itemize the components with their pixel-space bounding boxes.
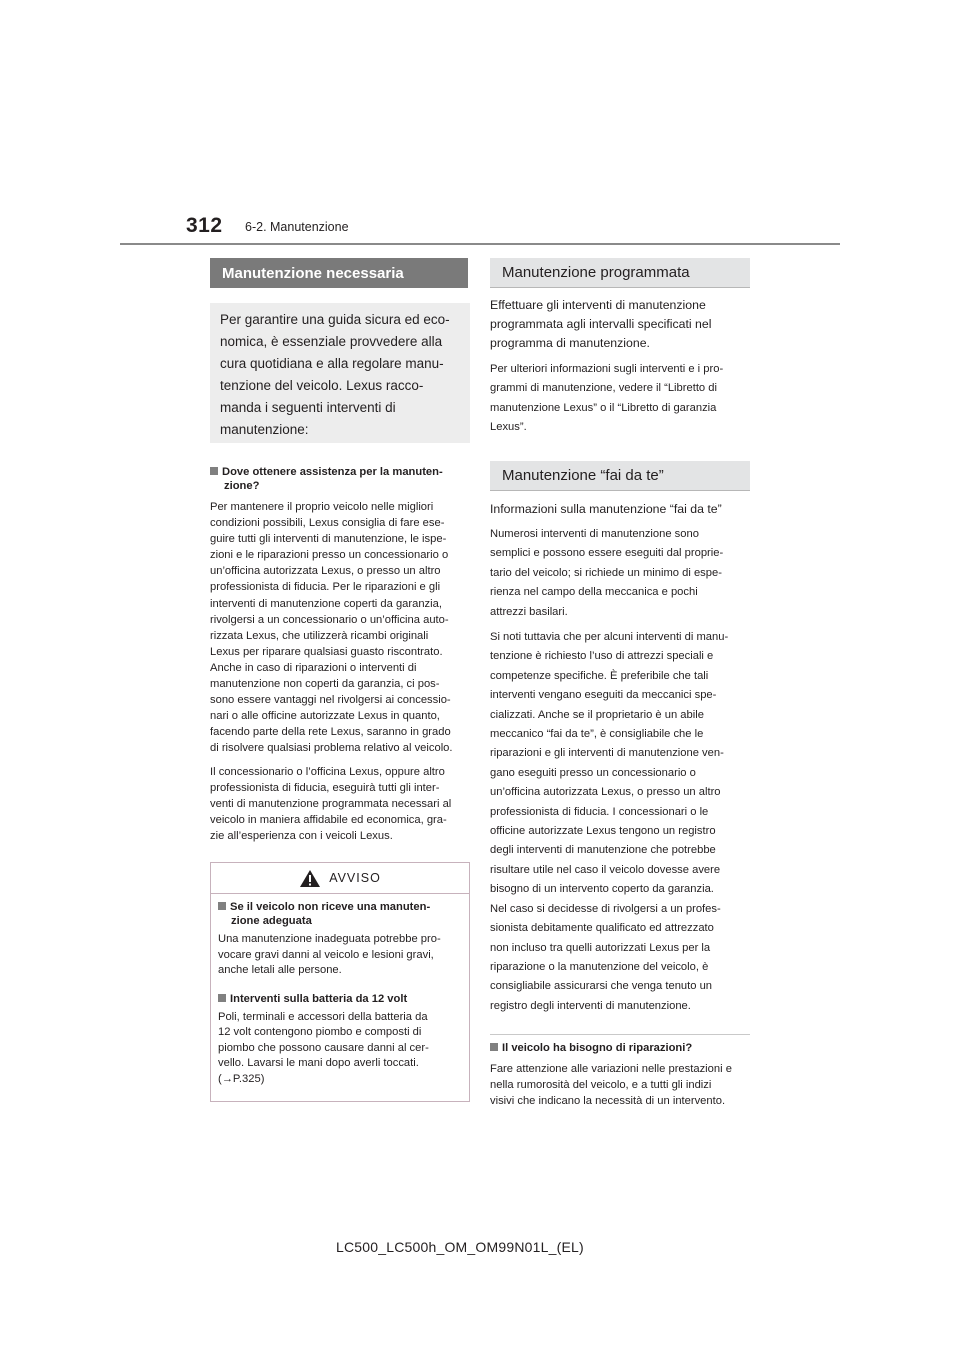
manual-code: LC500_LC500h_OM_OM99N01L_(EL) bbox=[336, 1239, 584, 1255]
section-title: 6-2. Manutenzione bbox=[245, 220, 349, 234]
warning-body bbox=[211, 894, 469, 1093]
square-bullet-icon bbox=[210, 467, 218, 475]
sub-heading-assistance: Dove ottenere assistenza per la manuten- zione? bbox=[210, 465, 472, 493]
left-section-heading bbox=[210, 258, 468, 288]
diy-intro: Informazioni sulla manutenzione “fai da te” bbox=[490, 502, 722, 516]
scheduled-maintenance-note: Per ulteriori informazioni sugli interventi e i pro- grammi di manutenzione, vedere il “Libretto di manutenzione Lexus” o il “Libretto di garanzia Lexus”. bbox=[490, 363, 724, 434]
warning-triangle-icon bbox=[299, 869, 321, 888]
diy-maintenance-title: Manutenzione “fai da te” bbox=[502, 467, 664, 484]
square-bullet-icon bbox=[218, 902, 226, 910]
intro-line: manutenzione: bbox=[220, 422, 309, 437]
warning-box bbox=[210, 862, 470, 1102]
warning-item-text: Una manutenzione inadeguata potrebbe pro- vocare gravi danni al veicolo e lesioni gravi, anche letali alle persone. bbox=[218, 933, 441, 976]
intro-line: Per garantire una guida sicura ed eco- bbox=[220, 312, 450, 327]
page-number: 312 bbox=[186, 214, 223, 237]
dealer-paragraph: Il concessionario o l’officina Lexus, oppure altro professionista di fiducia, eseguirà tutti gli inter- venti di manutenzione programmata necessari al veicolo in maniera affidabile ed economica, gra- zie all’esperienza con i veicoli Lexus. bbox=[210, 766, 452, 843]
warning-item-heading: Interventi sulla batteria da 12 volt bbox=[218, 992, 462, 1006]
intro-line: nomica, è essenziale provvedere alla bbox=[220, 334, 443, 349]
scheduled-maintenance-heading bbox=[490, 258, 750, 288]
warning-item-text: Poli, terminali e accessori della batteria da 12 volt contengono piombo e composti di piombo che possono causare danni al cer- vello. Lavarsi le mani dopo averli toccati. (→P.325) bbox=[218, 1010, 462, 1088]
square-bullet-icon bbox=[490, 1043, 498, 1051]
intro-box bbox=[210, 303, 470, 443]
square-bullet-icon bbox=[218, 994, 226, 1002]
diy-paragraph-2: Si noti tuttavia che per alcuni interventi di manu- tenzione è richiesto l’uso di attrezzi speciali e competenze specifiche. È preferibile che tali interventi vengano eseguiti da meccanici spe- cializzati. Anche se il proprietario è un abile meccanico “fai da te”, è consigliabile che le riparazioni e gli interventi di manutenzione ven- gano eseguiti presso un concessionario o un’officina autorizzata Lexus, o presso un altro professionista di fiducia. I concessionari o le officine autorizzate Lexus tengono un registro degli interventi di manutenzione che potrebbe risultare utile nel caso il veicolo dovesse avere bisogno di un intervento coperto da garanzia. Nel caso si decidesse di rivolgersi a un profes- sionista debitamente qualificato ed attrezzato non incluso tra quelli autorizzati Lexus per la riparazione o la manutenzione del veicolo, è consigliabile assicurarsi che venga tenuto un registro degli interventi di manutenzione. bbox=[490, 631, 729, 1012]
warning-header bbox=[211, 863, 469, 894]
warning-item-heading: Se il veicolo non riceve una manuten- zione adeguata bbox=[218, 900, 462, 928]
assistance-paragraph: Per mantenere il proprio veicolo nelle migliori condizioni possibili, Lexus consiglia di fare ese- guire tutti gli interventi di manutenzione, le ispe- zioni e le riparazioni presso un concessionario o un’officina autorizzata Lexus, o presso un altro professionista di fiducia. Per le riparazioni e gli interventi di manutenzione coperti da garanzia, rivolgersi a un concessionario o un’officina auto- rizzata Lexus, che utilizzerà ricambi originali Lexus per riparare qualsiasi guasto riscontrato. Anche in caso di riparazioni o interventi di manutenzione non coperti da garanzia, ci pos- sono essere vantaggi nel rivolgersi ai concessio- nari o alle officine autorizzate Lexus in quanto, facendo parte della rete Lexus, saranno in grado di risolvere qualsiasi problema relativo al veicolo. bbox=[210, 501, 453, 755]
intro-line: manda i seguenti interventi di bbox=[220, 400, 396, 415]
section-divider bbox=[490, 1034, 750, 1035]
scheduled-maintenance-text: Effettuare gli interventi di manutenzione programmata agli intervalli specificati nel programma di manutenzione. bbox=[490, 298, 712, 350]
sub-heading-repairs: Il veicolo ha bisogno di riparazioni? bbox=[490, 1041, 752, 1055]
warning-title: AVVISO bbox=[329, 871, 381, 885]
intro-line: cura quotidiana e alla regolare manu- bbox=[220, 356, 444, 371]
diy-paragraph-1: Numerosi interventi di manutenzione sono semplici e possono essere eseguiti dal proprie- tario del veicolo; si richiede un minimo di espe- rienza nel campo della meccanica e pochi attrezzi basilari. bbox=[490, 528, 724, 618]
left-section-title: Manutenzione necessaria bbox=[222, 264, 404, 282]
intro-line: tenzione del veicolo. Lexus racco- bbox=[220, 378, 424, 393]
scheduled-maintenance-title: Manutenzione programmata bbox=[502, 264, 690, 281]
repairs-paragraph: Fare attenzione alle variazioni nelle prestazioni e nella rumorosità del veicolo, e a tutti gli indizi visivi che indicano la necessità di un intervento. bbox=[490, 1063, 732, 1108]
header-rule bbox=[120, 243, 840, 245]
page-reference-link[interactable]: (→P.325) bbox=[218, 1072, 265, 1085]
diy-maintenance-heading bbox=[490, 461, 750, 491]
